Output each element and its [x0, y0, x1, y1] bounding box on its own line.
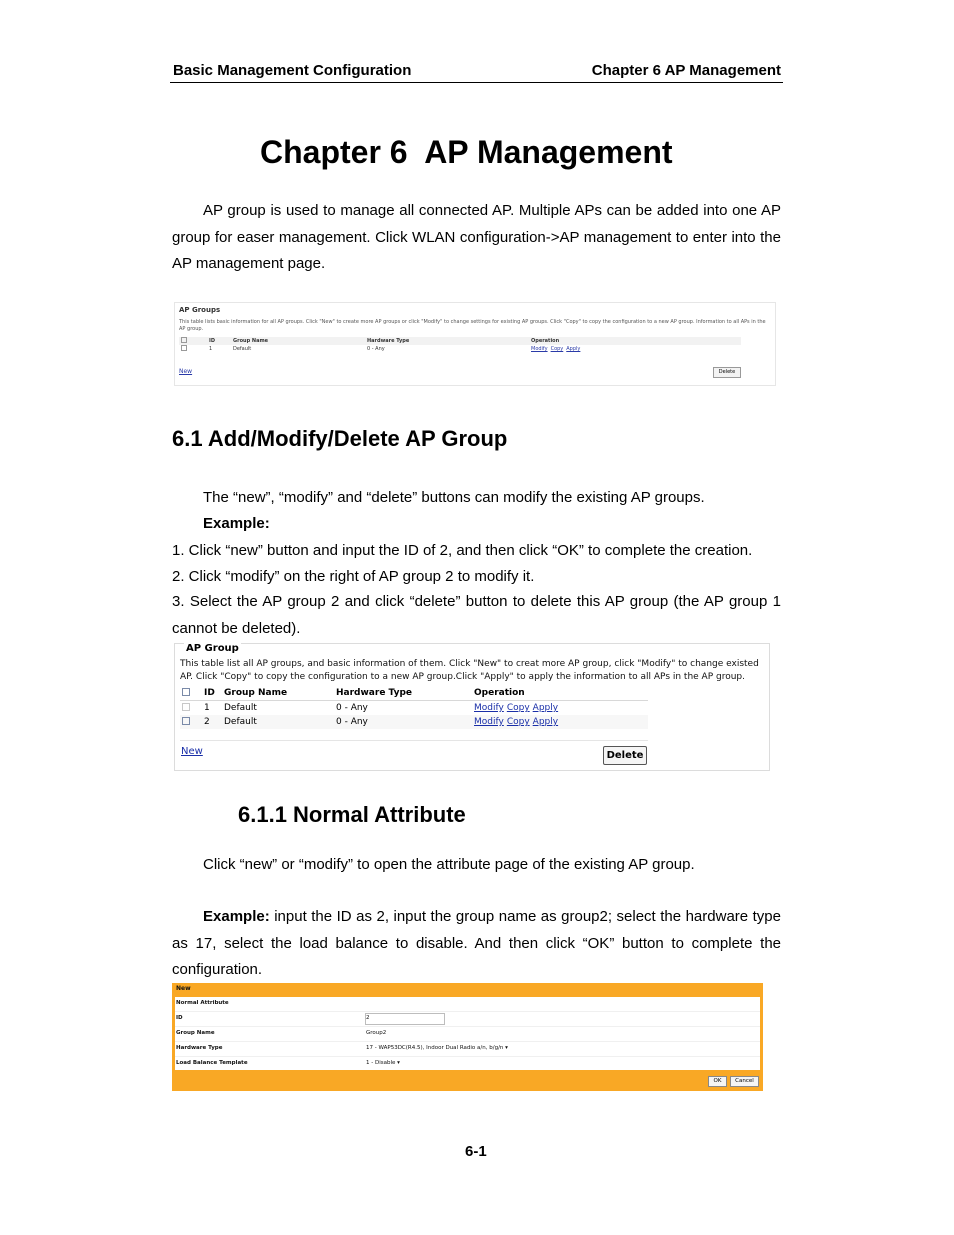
chapter-title: Chapter 6 AP Management	[260, 134, 673, 170]
hardware-type-row	[175, 1042, 760, 1057]
col-group-name: Group Name	[222, 686, 334, 701]
row-checkbox[interactable]	[180, 701, 202, 716]
divider	[180, 740, 648, 741]
cancel-button[interactable]: Cancel	[730, 1076, 759, 1087]
section-6-1-1-paragraph: Click “new” or “modify” to open the attribute page of the existing AP group.	[203, 856, 695, 873]
apply-link[interactable]: Apply	[532, 703, 559, 713]
row-group-name: Default	[222, 701, 334, 716]
section-heading-6-1: 6.1 Add/Modify/Delete AP Group	[172, 426, 508, 451]
modify-link[interactable]: Modify	[474, 703, 504, 713]
load-balance-select[interactable]: 1 - Disable ▾	[366, 1060, 400, 1066]
table-row	[179, 345, 741, 353]
modify-link[interactable]: Modify	[474, 717, 504, 727]
ap-groups-table	[179, 337, 741, 353]
step-1: 1. Click “new” button and input the ID of 2, and then click “OK” to complete the creation.	[172, 542, 753, 559]
section-heading-6-1-1: 6.1.1 Normal Attribute	[238, 802, 466, 827]
id-row	[175, 1012, 760, 1027]
copy-link[interactable]: Copy	[506, 717, 530, 727]
hardware-type-select[interactable]: 17 - WAP53DC(R4.5), Indoor Dual Radio a/n, b/g/n ▾	[366, 1045, 508, 1051]
row-group-name: Default	[222, 715, 334, 729]
row-id: 2	[202, 715, 222, 729]
select-all-checkbox[interactable]	[180, 686, 202, 701]
form-section-row	[175, 997, 760, 1012]
col-operation: Operation	[472, 686, 648, 701]
screenshot-title: AP Groups	[179, 306, 221, 314]
modify-link[interactable]: Modify	[531, 346, 548, 352]
row-hardware-type: 0 - Any	[367, 346, 385, 352]
hardware-type-label: Hardware Type	[176, 1045, 223, 1051]
row-checkbox[interactable]	[180, 715, 202, 729]
form-section-label: Normal Attribute	[176, 1000, 229, 1006]
col-operation: Operation	[529, 337, 741, 345]
ok-button[interactable]: OK	[708, 1076, 727, 1087]
example-label: Example:	[203, 908, 270, 925]
group-name-input[interactable]: Group2	[366, 1030, 387, 1036]
col-id: ID	[207, 337, 231, 345]
row-operations	[472, 715, 648, 729]
example-text: input the ID as 2, input the group name as group2; select the hardware type as 17, select the load balance to disable. And then click “OK” button to complete the configuration.	[172, 908, 781, 978]
new-link[interactable]: New	[181, 746, 203, 757]
apply-link[interactable]: Apply	[532, 717, 559, 727]
id-input[interactable]	[365, 1013, 445, 1025]
new-link[interactable]: New	[179, 368, 193, 375]
running-header-left: Basic Management Configuration	[173, 62, 412, 79]
screenshot-title: AP Group	[186, 643, 239, 654]
row-operations	[529, 345, 741, 353]
new-ap-group-form-screenshot	[172, 983, 763, 1091]
row-hardware-type: 0 - Any	[334, 701, 472, 716]
row-operations	[472, 701, 648, 716]
ap-group-table	[180, 686, 648, 729]
running-header-right: Chapter 6 AP Management	[591, 62, 781, 79]
screenshot-description: This table lists basic information for all AP groups. Click "New" to create more AP groups or click "Modify" to change settings for existing AP groups. Click "Copy" to copy the configuration to a new AP group. Information to all APs in the AP group.	[179, 319, 766, 332]
example-label: Example:	[203, 515, 270, 532]
section-6-1-paragraph: The “new”, “modify” and “delete” buttons can modify the existing AP groups.	[203, 489, 705, 506]
copy-link[interactable]: Copy	[506, 703, 530, 713]
load-balance-label: Load Balance Template	[176, 1060, 248, 1066]
example-paragraph	[172, 904, 781, 984]
copy-link[interactable]: Copy	[550, 346, 564, 352]
col-group-name: Group Name	[231, 337, 365, 345]
intro-paragraph: AP group is used to manage all connected AP. Multiple APs can be added into one AP group for easer management. Click WLAN configuration->AP management to enter into the AP management page.	[172, 202, 781, 272]
table-row	[180, 701, 648, 716]
form-title: New	[176, 985, 191, 992]
step-2: 2. Click “modify” on the right of AP group 2 to modify it.	[172, 568, 535, 585]
col-id: ID	[202, 686, 222, 701]
form-body	[175, 997, 760, 1070]
apply-link[interactable]: Apply	[566, 346, 581, 352]
id-label: ID	[176, 1015, 183, 1021]
group-name-row	[175, 1027, 760, 1042]
table-row	[180, 715, 648, 729]
row-checkbox[interactable]	[179, 345, 207, 353]
row-id: 1	[209, 346, 213, 352]
table-header-row	[180, 686, 648, 701]
ap-groups-screenshot	[174, 302, 776, 386]
page-number: 6-1	[465, 1143, 487, 1160]
delete-button[interactable]: Delete	[713, 367, 741, 378]
ap-group-screenshot	[174, 643, 770, 771]
row-id: 1	[202, 701, 222, 716]
select-all-checkbox[interactable]	[179, 337, 207, 345]
row-group-name: Default	[233, 346, 252, 352]
row-hardware-type: 0 - Any	[334, 715, 472, 729]
delete-button[interactable]: Delete	[603, 746, 647, 765]
id-value: 2	[366, 1015, 370, 1021]
col-hardware-type: Hardware Type	[365, 337, 529, 345]
group-name-label: Group Name	[176, 1030, 215, 1036]
step-3: 3. Select the AP group 2 and click “delete” button to delete this AP group (the AP group 1 cannot be deleted).	[172, 593, 781, 637]
header-rule	[170, 82, 783, 83]
col-hardware-type: Hardware Type	[334, 686, 472, 701]
table-header-row	[179, 337, 741, 345]
screenshot-description: This table list all AP groups, and basic information of them. Click "New" to creat more AP group, click "Modify" to change existed AP. Click "Copy" to copy the configuration to a new AP group.Click "Apply" to apply the information to all APs in the AP group.	[180, 659, 759, 682]
load-balance-row	[175, 1057, 760, 1071]
